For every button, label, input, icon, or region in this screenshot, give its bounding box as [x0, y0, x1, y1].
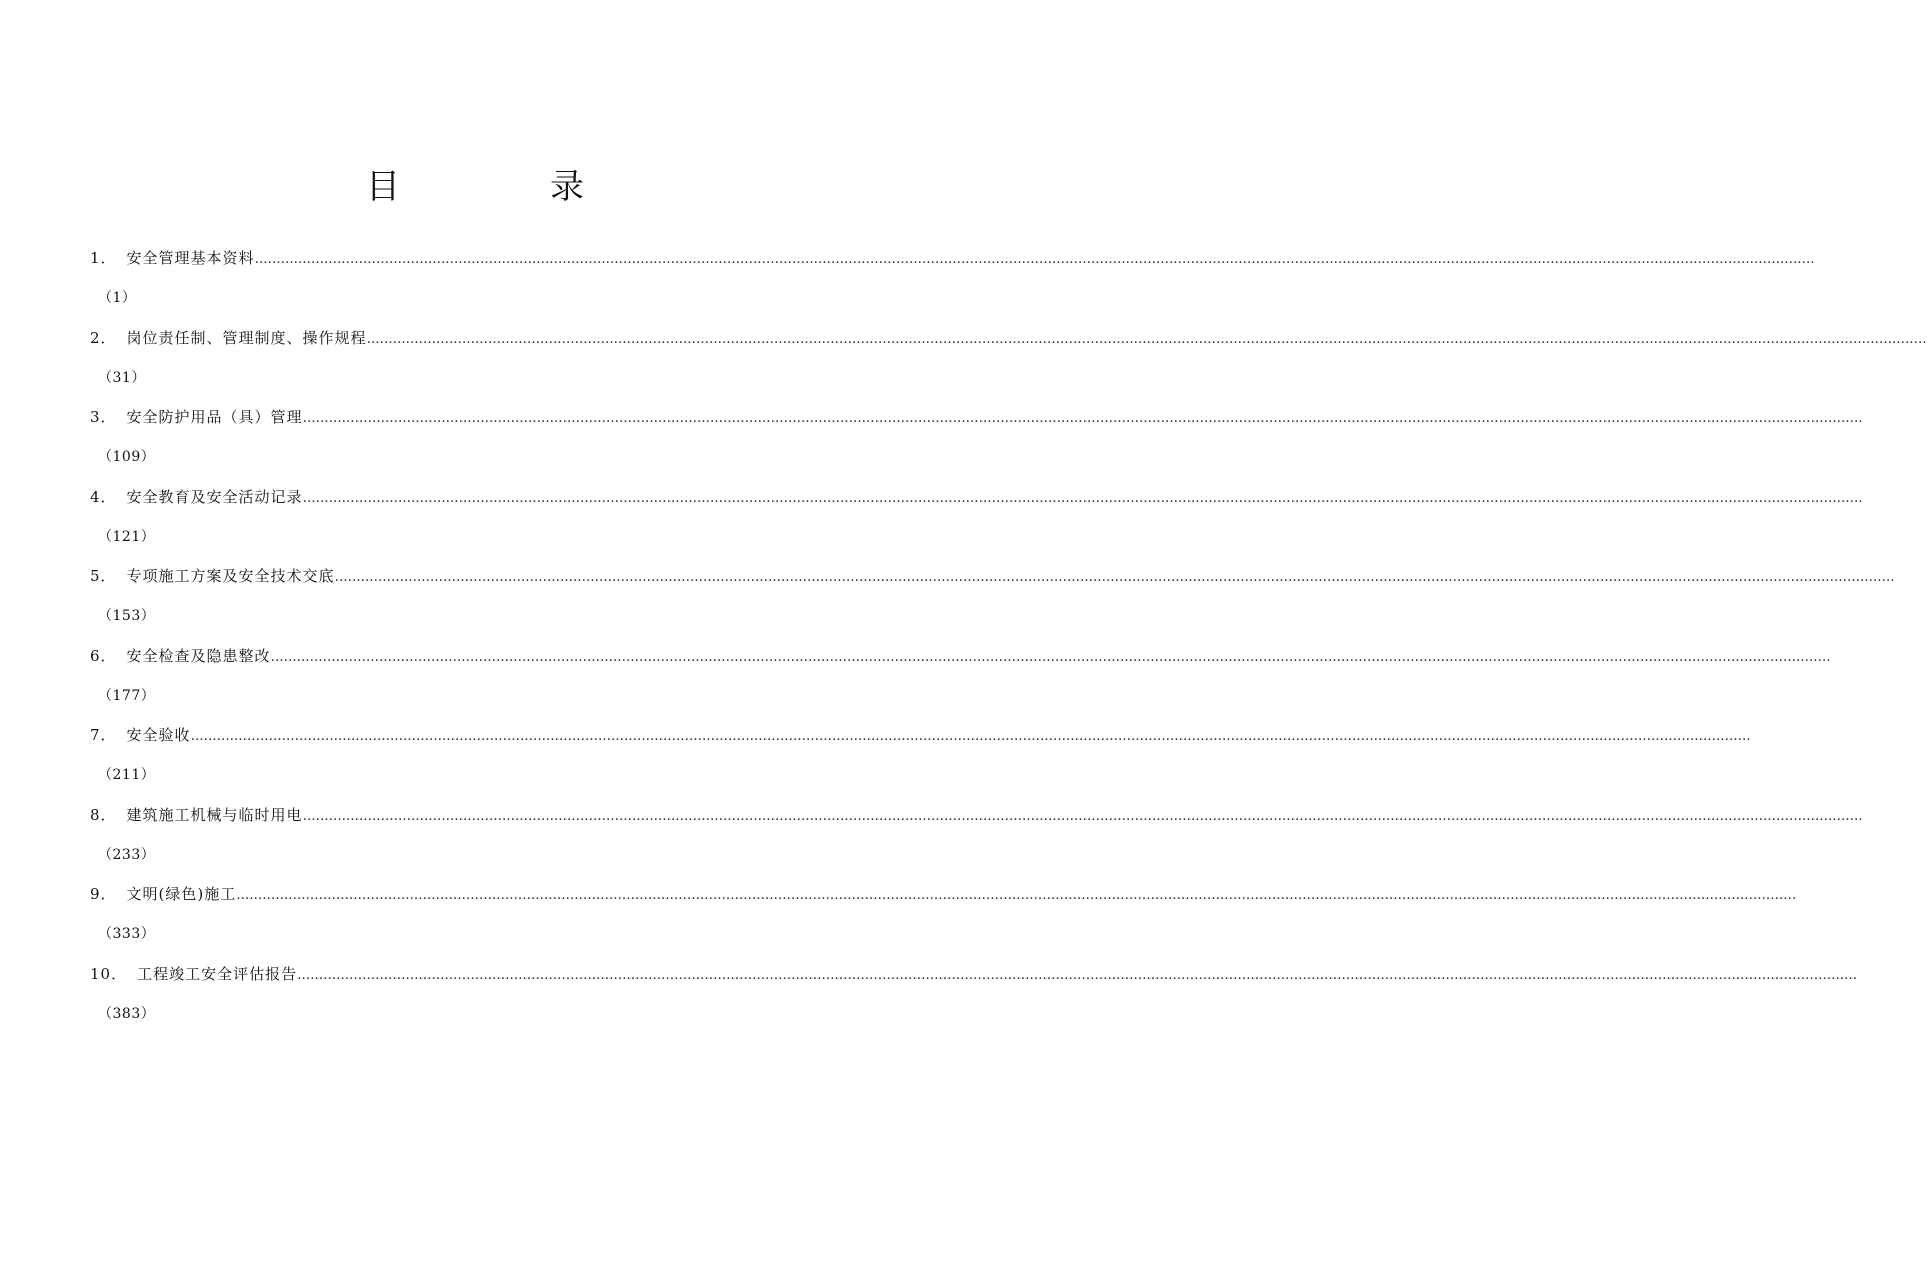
toc-entry-page: （177） [98, 687, 156, 704]
toc-entry[interactable] [90, 960, 1858, 1040]
toc-entry-title: 文明(绿色)施工 [126, 885, 237, 903]
toc-entry-line [90, 244, 1815, 272]
toc-entry-page: （211） [98, 767, 156, 783]
toc-entry-line [90, 483, 1863, 511]
toc-entry-page: （31） [98, 369, 146, 386]
toc-entry[interactable] [90, 801, 1863, 881]
toc-entry-number: 5． [90, 567, 117, 585]
toc-entry[interactable] [90, 244, 1815, 324]
toc-entry-number: 8． [90, 805, 117, 824]
toc-entry[interactable] [90, 483, 1863, 563]
toc-entry[interactable] [90, 721, 1751, 801]
toc-entry-title: 安全验收 [126, 726, 191, 744]
toc-entry-number: 3． [90, 408, 117, 426]
toc-entry-page: （109） [98, 449, 156, 465]
toc-entry[interactable] [90, 324, 1927, 404]
toc-entry-title: 建筑施工机械与临时用电 [126, 805, 303, 824]
toc-entry-line [90, 880, 1797, 908]
toc-entry-number: 4． [90, 487, 117, 506]
toc-entry-title: 安全防护用品（具）管理 [126, 408, 303, 426]
toc-entry-page: （333） [98, 926, 156, 942]
toc-entry-page: （153） [98, 608, 156, 624]
toc-entry[interactable] [90, 880, 1797, 960]
dot-leader: ……………………………………………………………………………………………………………………………………………………………………………………………………………………………………………………………………………………………………………………………… [302, 411, 1863, 426]
toc-entry-title: 岗位责任制、管理制度、操作规程 [126, 328, 367, 347]
toc-entry-page: （233） [98, 846, 156, 863]
dot-leader: ……………………………………………………………………………………………………………………………………………………………………………………………………………………………………………………………………………………………………………………………… [334, 570, 1895, 585]
dot-leader: ……………………………………………………………………………………………………………………………………………………………………………………………………………………………………………………………………………………………………………………………… [190, 729, 1751, 744]
dot-leader: ……………………………………………………………………………………………………………………………………………………………………………………………………………………………………………………………………………………………………………………………… [366, 331, 1927, 347]
dot-leader: ……………………………………………………………………………………………………………………………………………………………………………………………………………………………………………………………………………………………………………………………… [254, 252, 1815, 267]
toc-entry[interactable] [90, 562, 1895, 642]
toc-entry-page: （121） [98, 528, 156, 545]
toc-entry-line [90, 562, 1895, 590]
toc-entry-title: 安全管理基本资料 [126, 249, 255, 267]
toc-entry-number: 2． [90, 328, 117, 347]
toc-entry-title: 专项施工方案及安全技术交底 [126, 567, 335, 585]
toc-entry-number: 10． [90, 964, 128, 983]
toc-entry-line [90, 960, 1858, 988]
toc-entry-line [90, 403, 1863, 431]
dot-leader: ……………………………………………………………………………………………………………………………………………………………………………………………………………………………………………………………………………………………………………………………… [270, 649, 1831, 665]
page-title: 目 录 [366, 167, 642, 207]
toc-entry-title: 工程竣工安全评估报告 [137, 964, 298, 983]
table-of-contents [90, 244, 1927, 1039]
toc-entry-number: 6． [90, 646, 117, 665]
dot-leader: ……………………………………………………………………………………………………………………………………………………………………………………………………………………………………………………………………………………………………………………………… [297, 967, 1858, 983]
toc-entry-page: （1） [98, 290, 137, 306]
toc-entry-line [90, 801, 1863, 829]
toc-entry-number: 9． [90, 885, 117, 903]
dot-leader: ……………………………………………………………………………………………………………………………………………………………………………………………………………………………………………………………………………………………………………………………… [302, 808, 1863, 824]
toc-entry-title: 安全检查及隐患整改 [126, 646, 271, 665]
toc-entry[interactable] [90, 642, 1831, 722]
toc-entry-line [90, 721, 1751, 749]
dot-leader: ……………………………………………………………………………………………………………………………………………………………………………………………………………………………………………………………………………………………………………………………… [302, 490, 1863, 506]
toc-entry-number: 1． [90, 249, 117, 267]
toc-entry-page: （383） [98, 1005, 156, 1022]
toc-entry-line [90, 642, 1831, 670]
toc-entry[interactable] [90, 403, 1863, 483]
dot-leader: ……………………………………………………………………………………………………………………………………………………………………………………………………………………………………………………………………………………………………………………………… [236, 888, 1797, 903]
toc-entry-number: 7． [90, 726, 117, 744]
toc-entry-line [90, 324, 1927, 352]
toc-entry-title: 安全教育及安全活动记录 [126, 487, 303, 506]
